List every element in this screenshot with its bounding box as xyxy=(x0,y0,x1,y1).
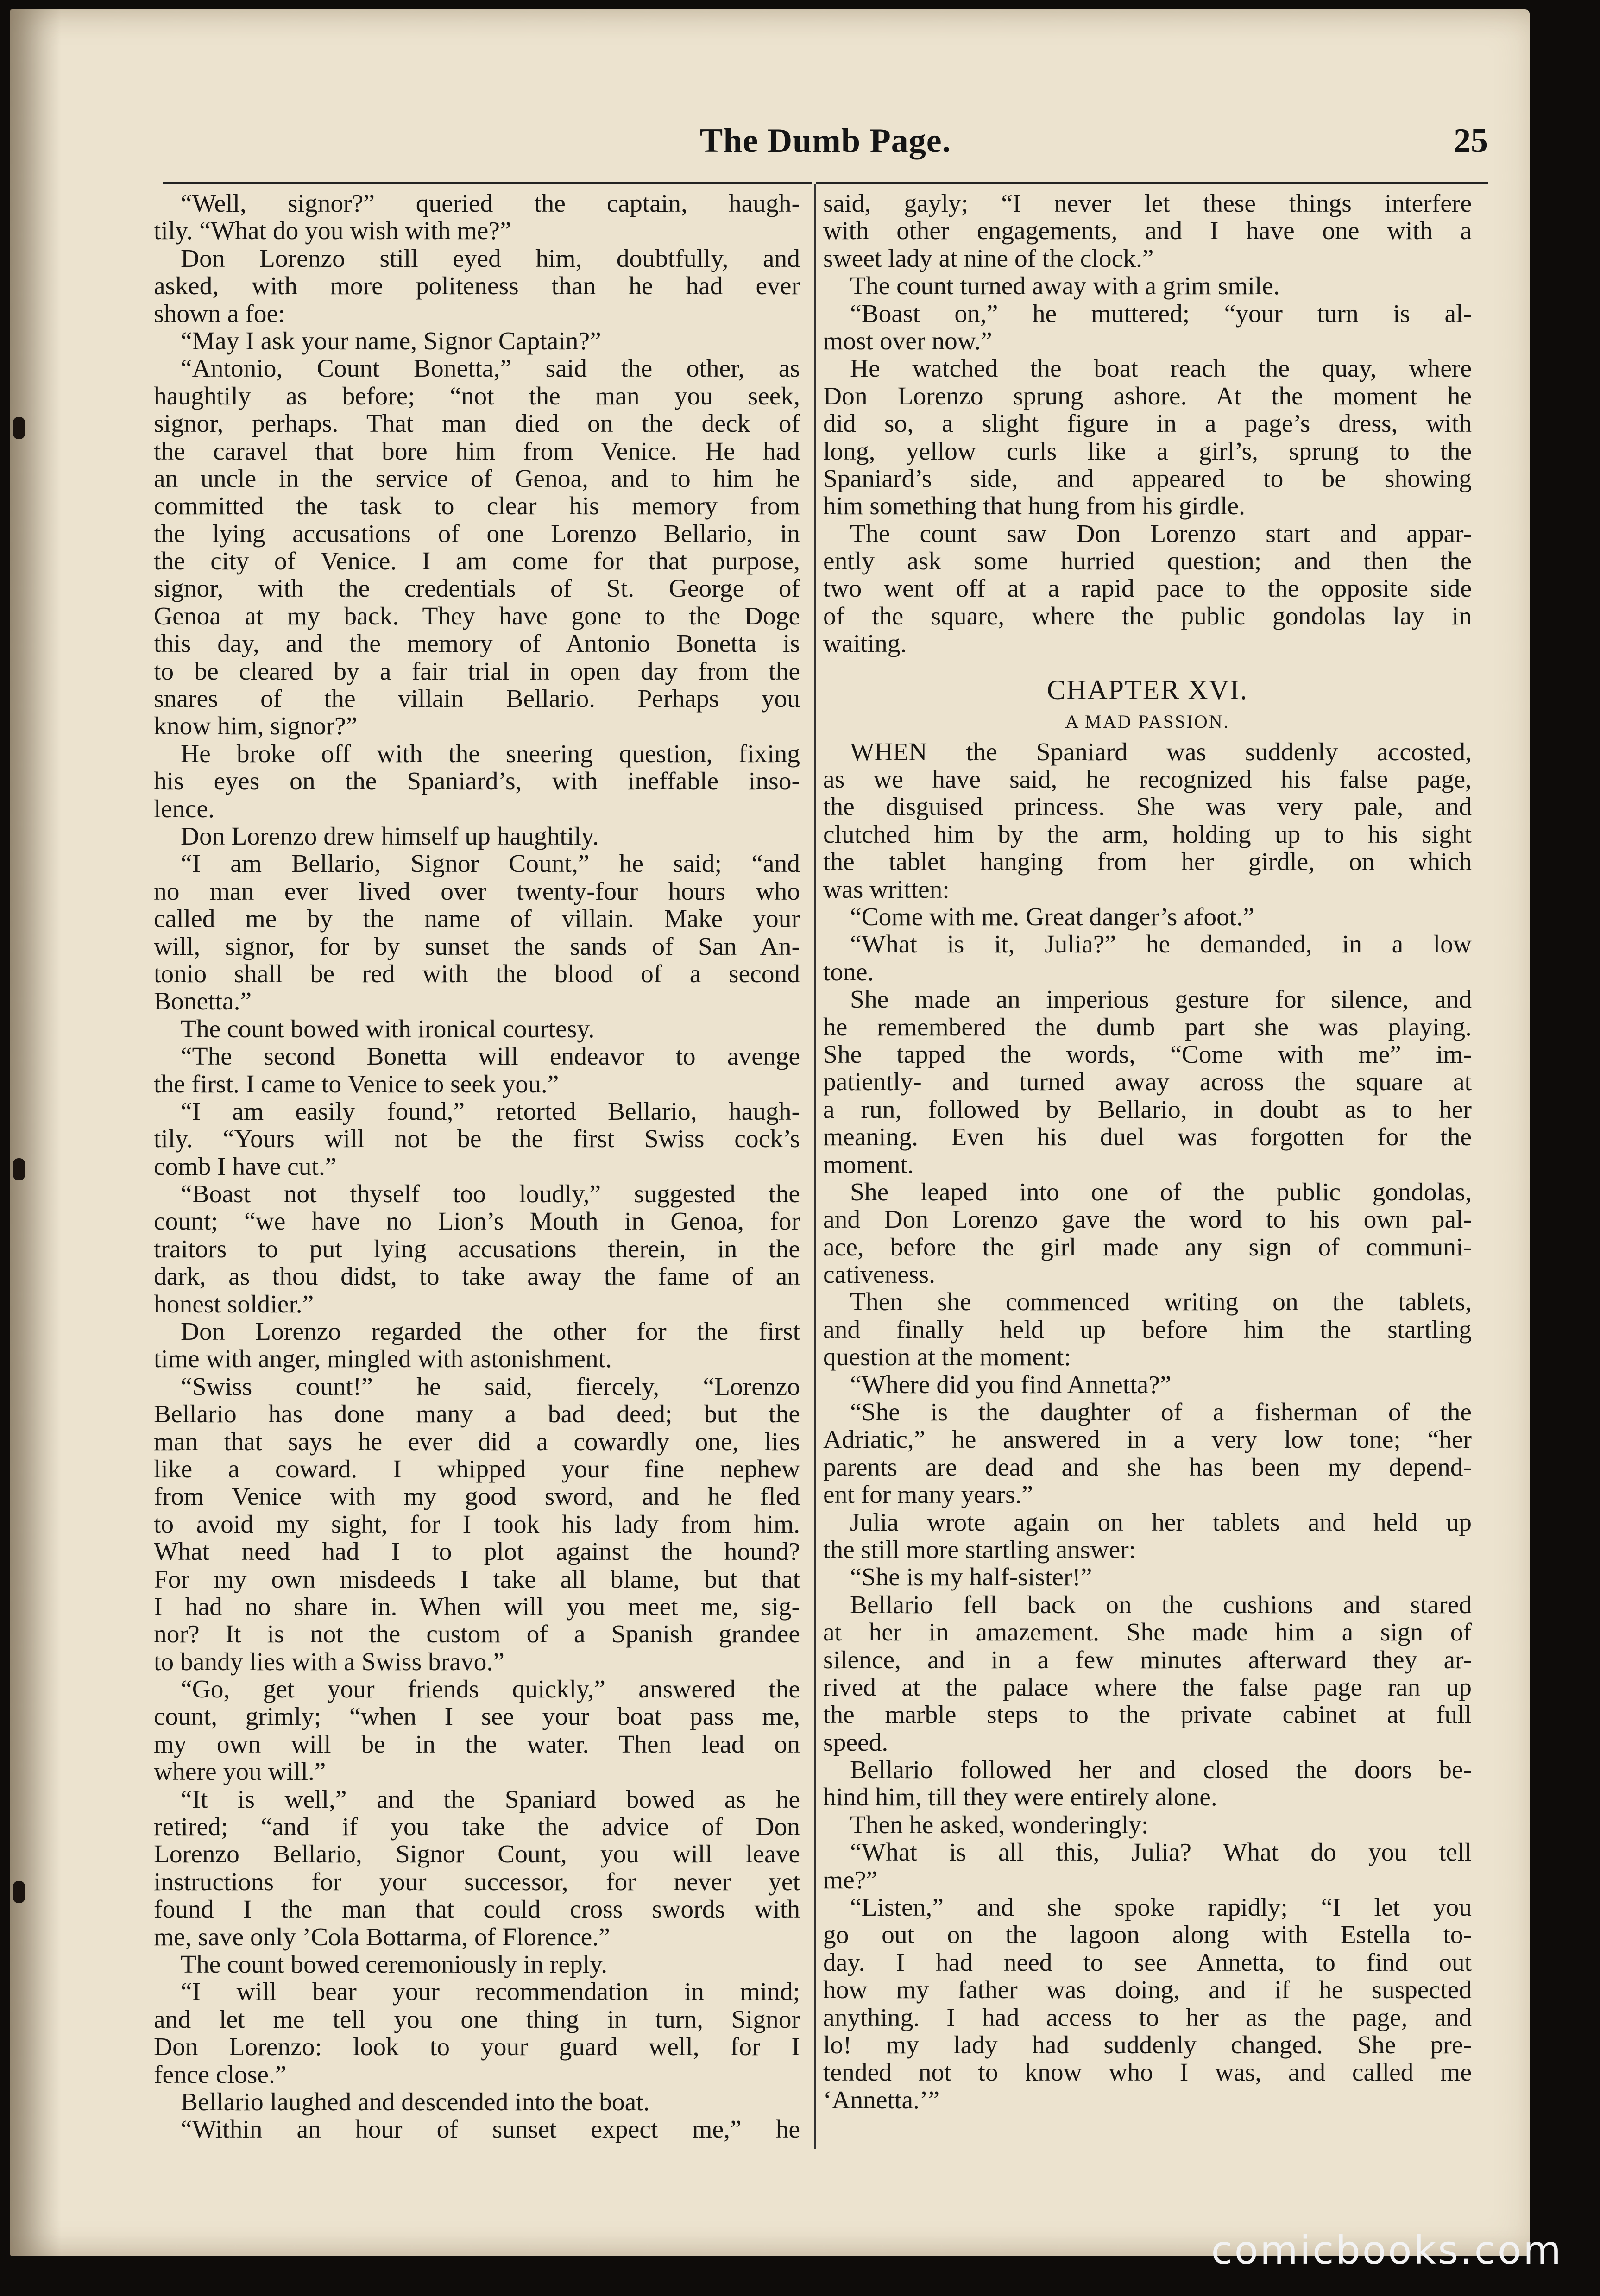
right-column-before-chapter xyxy=(823,190,1472,658)
text-line: asked, with more politeness than he had ever xyxy=(154,272,800,300)
text-line: tonio shall be red with the blood of a second xyxy=(154,960,800,988)
text-line: tended not to know who I was, and called me xyxy=(823,2059,1472,2087)
text-line: fence close.” xyxy=(154,2061,287,2088)
text-line: moment. xyxy=(823,1151,914,1179)
page-header xyxy=(163,117,1488,172)
text-line: signor, perhaps. That man died on the deck of xyxy=(154,410,800,438)
text-line: He watched the boat reach the quay, where xyxy=(850,355,1472,383)
text-line: lence. xyxy=(154,795,214,823)
text-line: at her in amazement. She made him a sign of xyxy=(823,1619,1472,1646)
text-line: Don Lorenzo regarded the other for the first xyxy=(181,1318,800,1346)
text-line: The count turned away with a grim smile. xyxy=(850,272,1280,300)
text-line: and Don Lorenzo gave the word to his own pal- xyxy=(823,1206,1472,1234)
text-line: The count bowed with ironical courtesy. xyxy=(181,1015,595,1043)
text-line: The count saw Don Lorenzo start and appar- xyxy=(850,520,1472,548)
text-line: my own will be in the water. Then lead on xyxy=(154,1730,800,1759)
text-line: Don Lorenzo still eyed him, doubtfully, and xyxy=(181,245,800,273)
text-line: know him, signor?” xyxy=(154,713,358,740)
text-line: speed. xyxy=(823,1728,888,1757)
text-line: I had no share in. When will you meet me, sig- xyxy=(154,1593,800,1621)
text-line: go out on the lagoon along with Estella to- xyxy=(823,1921,1472,1949)
text-line: nor? It is not the custom of a Spanish grandee xyxy=(154,1621,800,1648)
text-line: Adriatic,” he answered in a very low tone; “her xyxy=(823,1426,1472,1454)
text-line: Don Lorenzo drew himself up haughtily. xyxy=(181,822,599,851)
text-line: “May I ask your name, Signor Captain?” xyxy=(181,327,601,355)
text-line: where you will.” xyxy=(154,1758,326,1786)
text-line: hind him, till they were entirely alone. xyxy=(823,1784,1217,1811)
text-line: the first. I came to Venice to seek you.” xyxy=(154,1070,559,1098)
text-line: “Swiss count!” he said, fiercely, “Lorenzo xyxy=(181,1373,800,1401)
text-line: ently ask some hurried question; and then the xyxy=(823,548,1472,575)
left-column xyxy=(154,190,800,2144)
binding-mark xyxy=(13,417,25,439)
text-line: haughtily as before; “not the man you seek, xyxy=(154,382,800,410)
right-column-after-chapter xyxy=(823,738,1472,2114)
chapter-title: CHAPTER XVI. xyxy=(1046,674,1248,705)
text-line: clutched him by the arm, holding up to his sight xyxy=(823,820,1472,849)
text-line: “I am Bellario, Signor Count,” he said; “and xyxy=(181,850,800,878)
book-page xyxy=(10,9,1530,2256)
text-line: Julia wrote again on her tablets and held up xyxy=(850,1508,1472,1536)
text-line: silence, and in a few minutes afterward they ar- xyxy=(823,1646,1472,1674)
right-column xyxy=(823,190,1472,2114)
text-line: “I will bear your recommendation in mind; xyxy=(181,1978,800,2006)
text-line: instructions for your successor, for never yet xyxy=(154,1868,800,1896)
text-line: tily. “Yours will not be the first Swiss cock’s xyxy=(154,1125,800,1153)
text-line: “She is my half-sister!” xyxy=(850,1564,1092,1591)
text-line: did so, a slight figure in a page’s dress, with xyxy=(823,410,1472,438)
text-line: to bandy lies with a Swiss bravo.” xyxy=(154,1648,504,1676)
text-line: question at the moment: xyxy=(823,1344,1071,1371)
text-line: “She is the daughter of a fisherman of the xyxy=(850,1399,1472,1426)
running-title: The Dumb Page. xyxy=(699,122,951,160)
text-line: tone. xyxy=(823,958,874,986)
text-line: “I am easily found,” retorted Bellario, haugh- xyxy=(181,1098,800,1126)
text-line: the lying accusations of one Lorenzo Bellario, in xyxy=(154,520,800,548)
text-line: and finally held up before him the startling xyxy=(823,1316,1472,1344)
text-line: meaning. Even his duel was forgotten for the xyxy=(823,1123,1472,1151)
page-number: 25 xyxy=(1454,122,1488,160)
text-line: the tablet hanging from her girdle, on which xyxy=(823,848,1472,876)
text-line: Don Lorenzo sprung ashore. At the moment he xyxy=(823,382,1472,410)
text-line: Genoa at my back. They have gone to the Doge xyxy=(154,602,800,631)
text-line: “The second Bonetta will endeavor to avenge xyxy=(181,1043,800,1071)
text-line: comb I have cut.” xyxy=(154,1153,337,1181)
text-line: tily. “What do you wish with me?” xyxy=(154,217,511,245)
text-line: “It is well,” and the Spaniard bowed as he xyxy=(181,1785,800,1814)
text-line: most over now.” xyxy=(823,327,992,355)
text-line: no man ever lived over twenty-four hours who xyxy=(154,877,800,906)
text-line: rived at the palace where the false page ran up xyxy=(823,1673,1472,1702)
text-line: count; “we have no Lion’s Mouth in Genoa, for xyxy=(154,1208,800,1236)
text-line: honest soldier.” xyxy=(154,1290,314,1318)
text-line: two went off at a rapid pace to the opposite side xyxy=(823,575,1472,603)
text-line: “Within an hour of sunset expect me,” he xyxy=(181,2116,800,2144)
text-line: how my father was doing, and if he suspected xyxy=(823,1976,1472,2004)
text-line: “Well, signor?” queried the captain, haugh- xyxy=(181,190,800,218)
text-line: the disguised princess. She was very pale, and xyxy=(823,793,1472,821)
text-line: Bellario has done many a bad deed; but the xyxy=(154,1400,800,1428)
text-line: Then she commenced writing on the tablets, xyxy=(850,1288,1472,1316)
text-line: “Where did you find Annetta?” xyxy=(850,1371,1172,1399)
text-line: Spaniard’s side, and appeared to be showing xyxy=(823,465,1472,493)
text-line: ‘Annetta.’” xyxy=(823,2086,940,2114)
text-line: anything. I had access to her as the page, and xyxy=(823,2004,1472,2031)
text-line: me, save only ’Cola Bottarma, of Florence.” xyxy=(154,1923,610,1951)
text-line: his eyes on the Spaniard’s, with ineffable inso- xyxy=(154,768,800,795)
header-rule-right xyxy=(816,182,1488,184)
watermark: comicbooks.com xyxy=(1211,2227,1563,2273)
text-line: cativeness. xyxy=(823,1261,935,1289)
text-line: from Venice with my good sword, and he fled xyxy=(154,1483,800,1511)
text-line: found I the man that could cross swords with xyxy=(154,1896,800,1924)
text-line: “Boast not thyself too loudly,” suggested the xyxy=(181,1180,800,1208)
text-line: “What is all this, Julia? What do you tell xyxy=(850,1839,1472,1867)
binding-mark xyxy=(13,1881,25,1903)
chapter-subtitle: A MAD PASSION. xyxy=(1065,711,1230,732)
text-line: as we have said, he recognized his false page, xyxy=(823,766,1472,794)
text-line: said, gayly; “I never let these things interfere xyxy=(823,190,1472,218)
text-line: the caravel that bore him from Venice. He had xyxy=(154,437,800,465)
text-line: WHEN the Spaniard was suddenly accosted, xyxy=(850,738,1472,766)
text-line: committed the task to clear his memory from xyxy=(154,492,800,520)
text-line: snares of the villain Bellario. Perhaps you xyxy=(154,685,800,713)
column-divider xyxy=(814,184,816,2149)
text-line: traitors to put lying accusations therein, in the xyxy=(154,1235,800,1263)
text-line: an uncle in the service of Genoa, and to him he xyxy=(154,465,800,493)
text-line: him something that hung from his girdle. xyxy=(823,492,1246,520)
text-line: sweet lady at nine of the clock.” xyxy=(823,245,1154,273)
text-line: “Come with me. Great danger’s afoot.” xyxy=(850,903,1254,931)
text-line: time with anger, mingled with astonishment. xyxy=(154,1345,612,1373)
text-line: and let me tell you one thing in turn, Signor xyxy=(154,2006,800,2034)
text-line: dark, as thou didst, to take away the fame of an xyxy=(154,1263,800,1291)
text-line: “Antonio, Count Bonetta,” said the other, as xyxy=(181,355,800,383)
text-line: She leaped into one of the public gondolas, xyxy=(850,1178,1472,1206)
text-line: Lorenzo Bellario, Signor Count, you will leave xyxy=(154,1841,800,1868)
text-line: “What is it, Julia?” he demanded, in a low xyxy=(850,931,1472,959)
text-line: long, yellow curls like a girl’s, sprung to the xyxy=(823,437,1472,465)
text-line: me?” xyxy=(823,1866,878,1894)
text-line: the city of Venice. I am come for that purpose, xyxy=(154,548,800,575)
text-line: She tapped the words, “Come with me” im- xyxy=(823,1041,1472,1069)
text-line: with other engagements, and I have one with a xyxy=(823,217,1472,245)
text-line: Then he asked, wonderingly: xyxy=(850,1811,1149,1839)
text-line: Bonetta.” xyxy=(154,988,252,1016)
gutter-shadow xyxy=(10,9,61,2256)
text-line: “Go, get your friends quickly,” answered the xyxy=(181,1676,800,1703)
text-line: ace, before the girl made any sign of communi- xyxy=(823,1233,1472,1262)
text-line: Bellario fell back on the cushions and stared xyxy=(850,1591,1472,1619)
text-line: “Listen,” and she spoke rapidly; “I let you xyxy=(850,1894,1472,1922)
text-line: day. I had need to see Annetta, to find out xyxy=(823,1949,1472,1977)
text-line: He broke off with the sneering question, fixing xyxy=(181,740,800,768)
text-line: shown a foe: xyxy=(154,300,285,328)
text-line: was written: xyxy=(823,876,950,903)
text-line: signor, with the credentials of St. George of xyxy=(154,575,800,603)
text-line: the marble steps to the private cabinet at full xyxy=(823,1701,1472,1729)
text-line: this day, and the memory of Antonio Bonetta is xyxy=(154,630,800,658)
text-line: count, grimly; “when I see your boat pass me, xyxy=(154,1703,800,1731)
text-line: man that says he ever did a cowardly one, lies xyxy=(154,1428,800,1456)
text-line: What need had I to plot against the hound? xyxy=(154,1538,800,1566)
text-line: ent for many years.” xyxy=(823,1481,1033,1509)
text-line: Bellario followed her and closed the doors be- xyxy=(850,1756,1472,1784)
text-line: lo! my lady had suddenly changed. She pre- xyxy=(823,2031,1472,2059)
text-line: parents are dead and she has been my depend- xyxy=(823,1453,1472,1482)
text-line: For my own misdeeds I take all blame, but that xyxy=(154,1565,800,1593)
text-line: the still more startling answer: xyxy=(823,1536,1136,1564)
text-line: will, signor, for by sunset the sands of San An- xyxy=(154,933,800,960)
header-rule-left xyxy=(163,182,812,184)
text-line: like a coward. I whipped your fine nephew xyxy=(154,1455,800,1483)
text-line: called me by the name of villain. Make your xyxy=(154,905,800,933)
text-line: of the square, where the public gondolas lay in xyxy=(823,602,1472,631)
text-line: The count bowed ceremoniously in reply. xyxy=(181,1951,608,1979)
text-line: to avoid my sight, for I took his lady from him. xyxy=(154,1510,800,1539)
binding-mark xyxy=(13,1158,25,1180)
text-line: “Boast on,” he muttered; “your turn is al- xyxy=(850,300,1472,328)
text-line: Bellario laughed and descended into the boat. xyxy=(181,2088,650,2116)
text-line: a run, followed by Bellario, in doubt as to her xyxy=(823,1096,1472,1124)
text-line: Don Lorenzo: look to your guard well, for I xyxy=(154,2033,800,2061)
text-line: She made an imperious gesture for silence, and xyxy=(850,986,1472,1014)
text-line: retired; “and if you take the advice of Don xyxy=(154,1813,800,1841)
text-line: he remembered the dumb part she was playing. xyxy=(823,1013,1472,1041)
text-line: to be cleared by a fair trial in open day from the xyxy=(154,657,800,686)
text-line: patiently- and turned away across the square at xyxy=(823,1068,1472,1096)
text-line: waiting. xyxy=(823,630,907,658)
